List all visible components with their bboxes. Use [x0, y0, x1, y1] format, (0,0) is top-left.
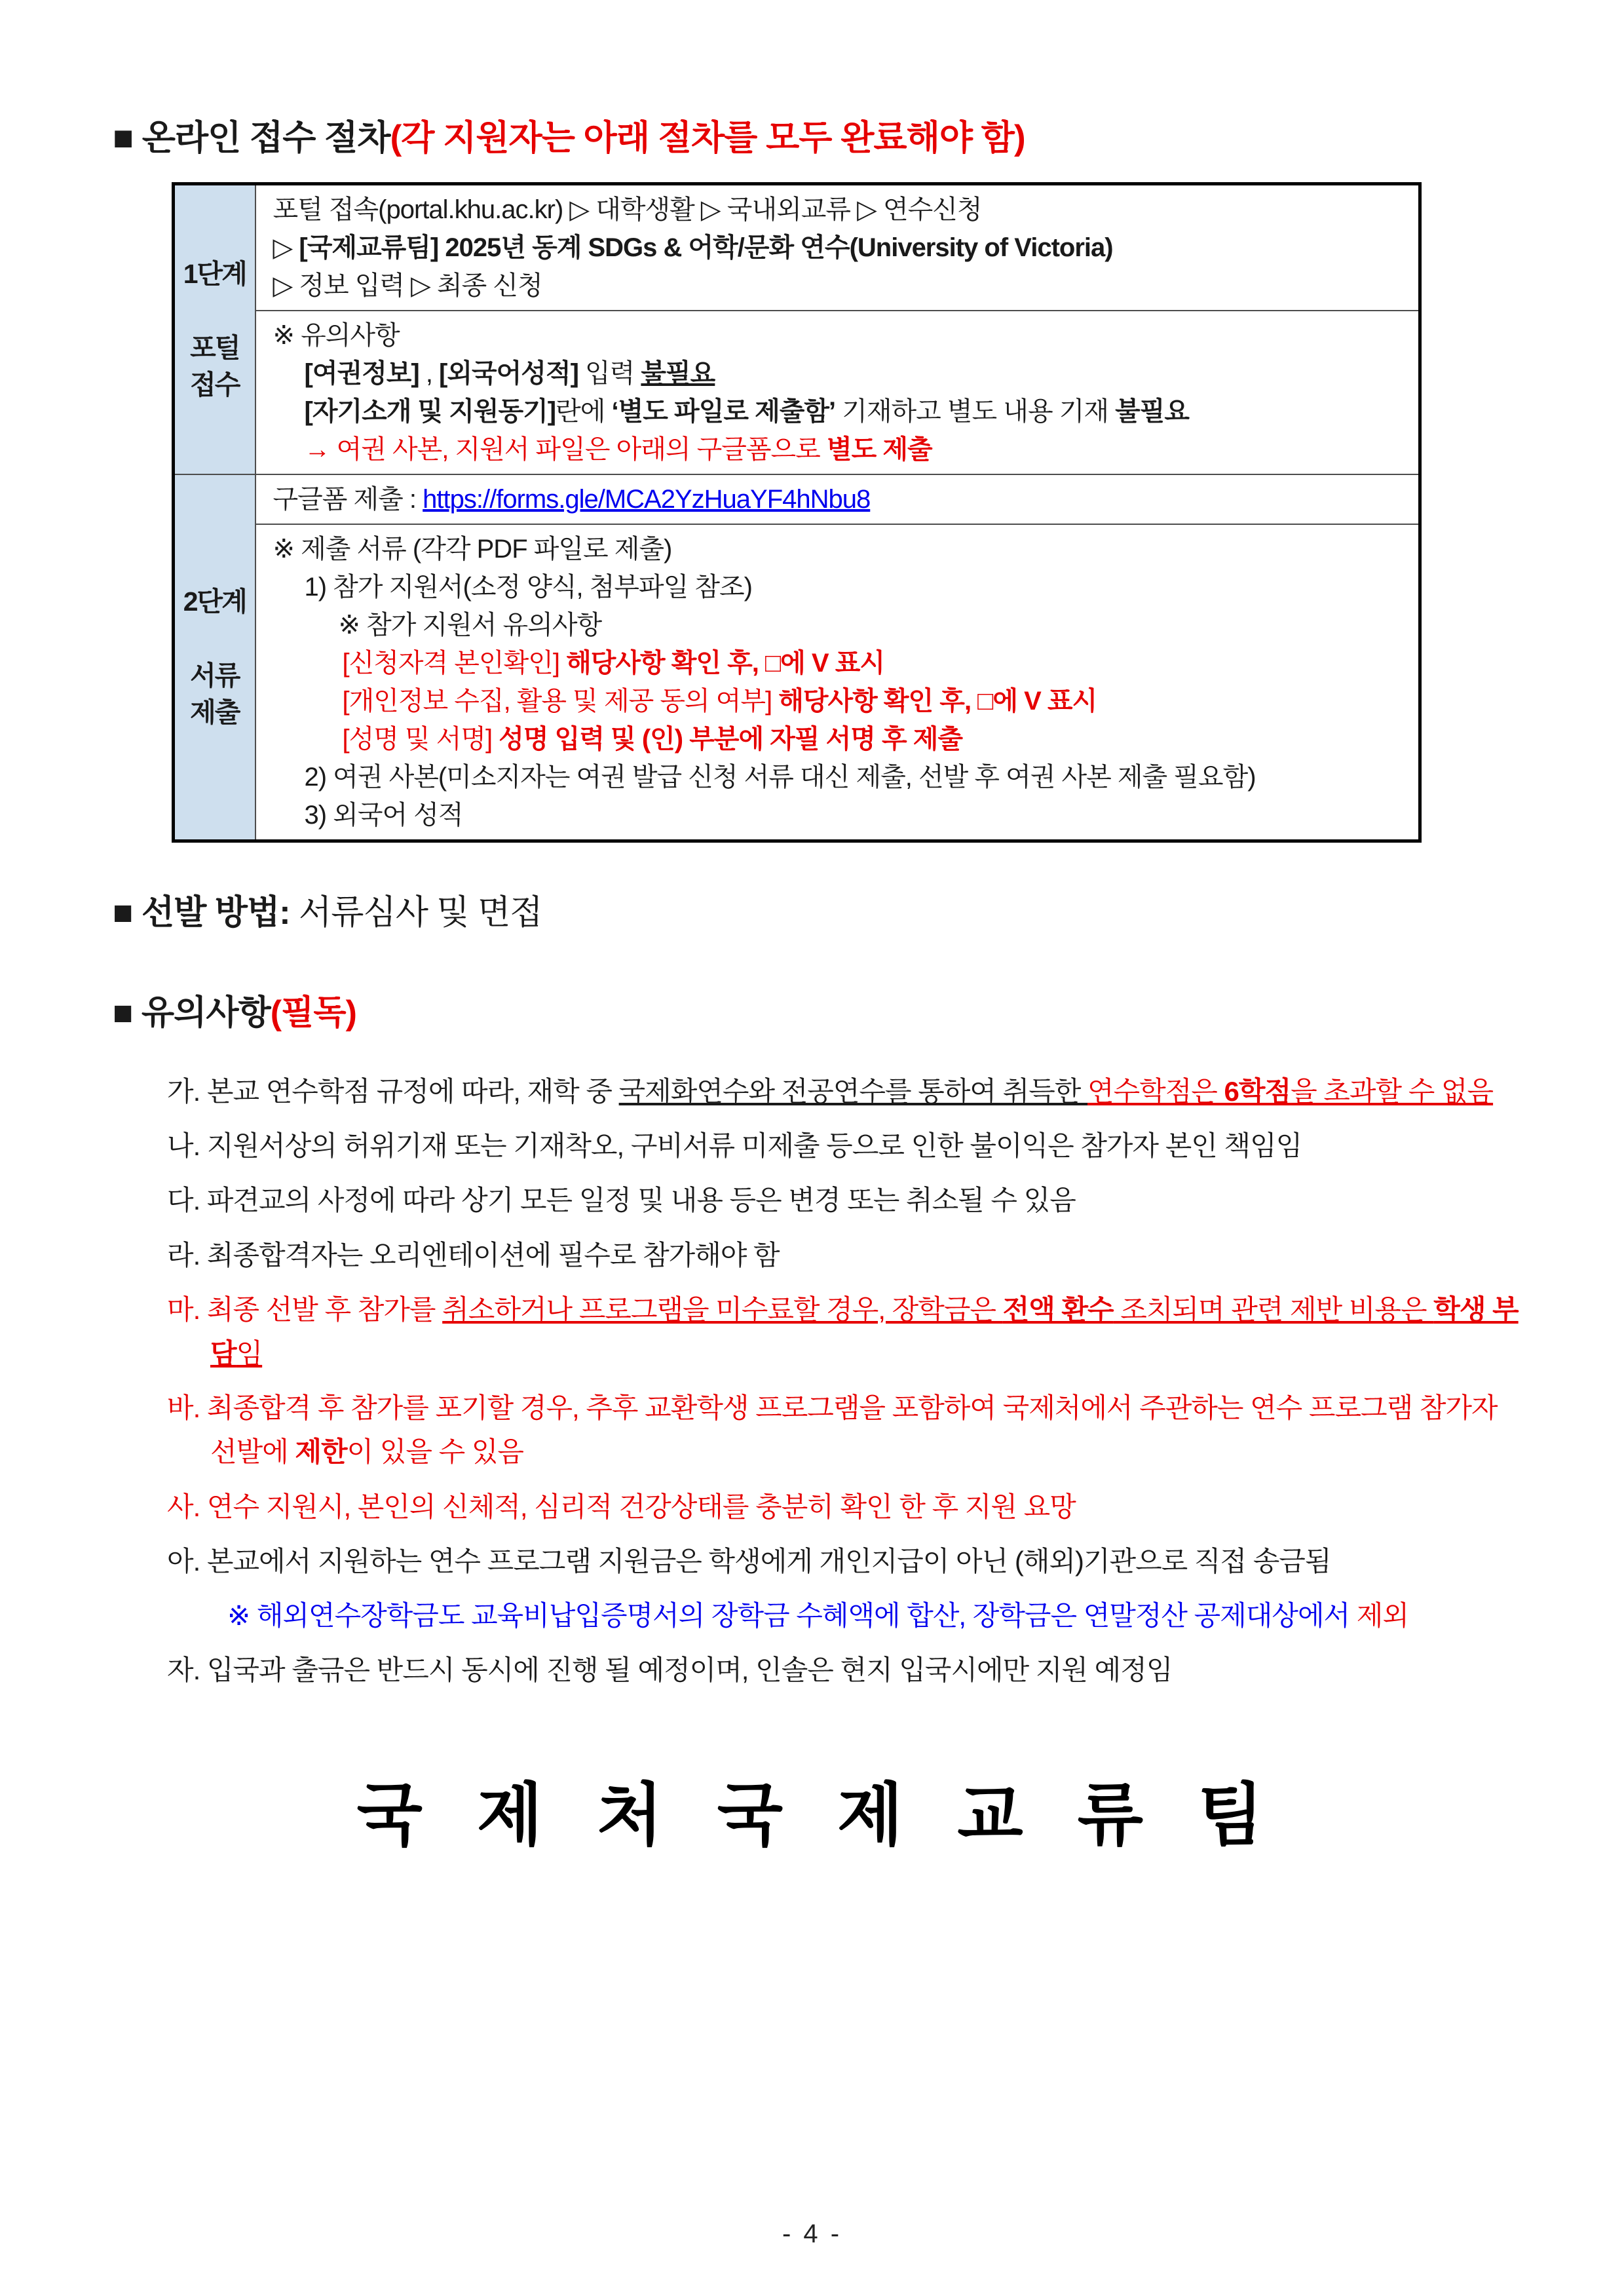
note-item [167, 1124, 1526, 1168]
text-line [273, 682, 1406, 720]
text-segment: 사. 연수 지원시, 본인의 신체적, 심리적 건강상태를 충분히 확인 한 후 지원 요망 [167, 1491, 1076, 1522]
step2-sub-line2: 제출 [190, 697, 240, 727]
text-segment: 입력 [578, 359, 641, 388]
text-segment: [여권정보] [304, 359, 419, 388]
text-segment: 기재하고 별도 내용 기재 [835, 397, 1116, 426]
text-segment: [외국어성적] [439, 359, 578, 388]
spacer [178, 292, 252, 330]
note-item [167, 1178, 1526, 1222]
text-line [273, 480, 1406, 518]
text-segment: 이 있을 수 있음 [347, 1436, 523, 1468]
table-row [174, 311, 1420, 474]
notes-list [167, 1069, 1526, 1692]
notes-heading [113, 985, 1624, 1034]
text-line [273, 606, 1406, 644]
spacer [178, 620, 252, 658]
text-line [273, 316, 1406, 354]
text-segment: 제한 [295, 1436, 347, 1468]
step1-label: 1단계 [183, 258, 246, 289]
text-segment: ※ 제출 서류 (각각 PDF 파일로 제출) [273, 535, 672, 564]
text-segment: 마. 최종 선발 후 참가를 [167, 1293, 443, 1325]
table-row [174, 524, 1420, 841]
text-segment: ▷ [273, 233, 299, 262]
text-segment: 불필요 [1115, 397, 1190, 426]
text-line [273, 229, 1406, 267]
text-line [273, 758, 1406, 796]
selection-method-value: 서류심사 및 면접 [290, 894, 542, 932]
text-segment: 별도 제출 [826, 435, 932, 464]
text-segment: 2) 여권 사본(미소지자는 여권 발급 신청 서류 대신 제출, 선발 후 여권 사본 제출 필요함) [304, 763, 1256, 792]
step1-cell [174, 184, 255, 475]
note-item [167, 1539, 1526, 1583]
step2-cell [174, 474, 255, 841]
text-segment: 조치되며 관련 제반 비용은 [1113, 1293, 1434, 1325]
selection-method-heading [113, 885, 1624, 934]
google-form-link[interactable]: https://forms.gle/MCA2YzHuaYF4hNbu8 [423, 485, 871, 514]
text-segment: [국제교류팀] 2025년 동계 SDGs & 어학/문화 연수(University of Victoria) [299, 233, 1113, 262]
text-segment: 취소하거나 프로그램을 미수료할 경우, 장학금은 [442, 1293, 1003, 1325]
title-red-note: (각 지원자는 아래 절차를 모두 완료해야 함) [390, 119, 1025, 157]
google-form-cell [255, 474, 1420, 524]
text-segment: 란에 [556, 397, 612, 426]
text-segment: 국제화연수와 전공연수를 통하여 취득한 [618, 1076, 1088, 1107]
step2-sub-line1: 서류 [190, 660, 240, 691]
text-segment: 해당사항 확인 후, □에 V 표시 [566, 649, 884, 678]
text-segment: 전액 환수 [1002, 1293, 1114, 1325]
text-line [273, 530, 1406, 568]
table-row [174, 184, 1420, 311]
documents-cell [255, 524, 1420, 841]
text-segment: [자기소개 및 지원동기] [304, 397, 556, 426]
text-line [273, 267, 1406, 305]
text-segment: 바. 최종합격 후 참가를 포기할 경우, 추후 교환학생 프로그램을 포함하여 국제처에서 주관하는 연수 프로그램 참가자 선발에 [167, 1392, 1498, 1468]
text-line [273, 392, 1406, 430]
text-segment: 라. 최종합격자는 오리엔테이션에 필수로 참가해야 함 [167, 1239, 780, 1271]
portal-note-cell [255, 311, 1420, 474]
page-title [113, 0, 1624, 160]
text-segment: ※ 참가 지원서 유의사항 [338, 611, 602, 640]
text-segment: 다. 파견교의 사정에 따라 상기 모든 일정 및 내용 등은 변경 또는 취소될 수 있음 [167, 1185, 1076, 1216]
footer-team-name: 국 제 처 국 제 교 류 팀 [356, 1778, 1268, 1854]
note-item [167, 1485, 1526, 1529]
title-text: ■ 온라인 접수 절차 [113, 119, 390, 157]
portal-path-cell [255, 184, 1420, 311]
text-line [273, 430, 1406, 469]
text-segment: ※ 해외연수장학금도 교육비납입증명서의 장학금 수혜액에 합산, 장학금은 연말정산 공제대상에서 [227, 1599, 1357, 1631]
text-segment: 해당사항 확인 후, □에 V 표시 [778, 687, 1097, 716]
note-item [167, 1233, 1526, 1277]
note-item [167, 1288, 1526, 1375]
text-segment: ▷ 정보 입력 ▷ 최종 신청 [273, 271, 542, 300]
step1-sub-line2: 접수 [190, 369, 240, 400]
text-line [273, 796, 1406, 834]
text-line [273, 354, 1406, 392]
text-segment: 1) 참가 지원서(소정 양식, 첨부파일 참조) [304, 573, 752, 602]
text-segment: 나. 지원서상의 허위기재 또는 기재착오, 구비서류 미제출 등으로 인한 불이익은 참가자 본인 책임임 [167, 1130, 1302, 1162]
text-segment: [개인정보 수집, 활용 및 제공 동의 여부] [342, 687, 779, 716]
text-line [273, 568, 1406, 606]
table-row [174, 474, 1420, 524]
text-segment: [신청자격 본인확인] [342, 649, 567, 678]
text-segment: → 여권 사본, 지원서 파일은 아래의 구글폼으로 [304, 435, 827, 464]
step1-sub-line1: 포털 [190, 333, 240, 364]
text-segment: 가. 본교 연수학점 규정에 따라, 재학 중 [167, 1076, 619, 1107]
application-steps-table [172, 182, 1422, 843]
text-segment: 제외 [1356, 1599, 1408, 1631]
selection-method-label: ■ 선발 방법: [113, 894, 290, 932]
note-item [167, 1594, 1526, 1637]
text-segment: 6학점 [1224, 1076, 1291, 1107]
text-segment: 아. 본교에서 지원하는 연수 프로그램 지원금은 학생에게 개인지급이 아닌 (해외)기관으로 직접 송금됨 [167, 1545, 1331, 1577]
text-segment: [성명 및 서명] [342, 725, 499, 754]
page-number: - 4 - [782, 2219, 842, 2248]
text-segment: , [419, 359, 440, 388]
text-segment: 구글폼 제출 : [273, 485, 423, 514]
note-item [167, 1648, 1526, 1692]
text-line [273, 720, 1406, 758]
text-segment: 3) 외국어 성적 [304, 801, 463, 830]
text-segment: 불필요 [641, 359, 715, 388]
note-item [167, 1386, 1526, 1474]
note-item [167, 1069, 1526, 1113]
step2-label: 2단계 [183, 586, 246, 617]
text-line [273, 191, 1406, 229]
text-segment: 학생 부담 [210, 1293, 1519, 1369]
text-line [273, 644, 1406, 682]
text-segment: 자. 입국과 출귺은 반드시 동시에 진행 될 예정이며, 인솔은 현지 입국시에만 지원 예정임 [167, 1655, 1173, 1686]
notes-heading-label: ■ 유의사항 [113, 994, 271, 1032]
text-segment: 성명 입력 및 (인) 부분에 자필 서명 후 제출 [499, 725, 963, 754]
text-segment: 포털 접속(portal.khu.ac.kr) ▷ 대학생활 ▷ 국내외교류 ▷ 연수신청 [273, 195, 982, 224]
notes-heading-required: (필독) [270, 994, 356, 1032]
text-segment: 임 [236, 1337, 263, 1369]
text-segment: 연수학점은 [1087, 1076, 1224, 1107]
text-segment: ‘별도 파일로 제출함’ [611, 397, 836, 426]
text-segment: ※ 유의사항 [273, 321, 400, 350]
text-segment: 을 초과할 수 없음 [1291, 1076, 1494, 1107]
